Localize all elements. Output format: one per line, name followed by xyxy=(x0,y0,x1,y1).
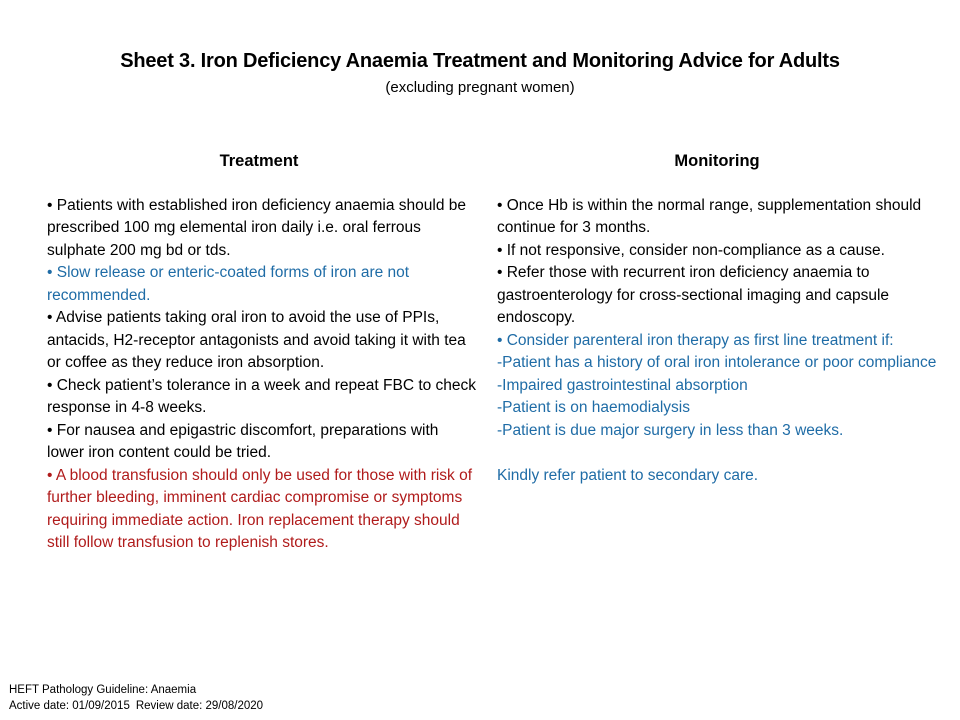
monitoring-heading: Monitoring xyxy=(674,152,760,170)
monitoring-criterion-absorption: -Impaired gastrointestinal absorption xyxy=(497,376,748,394)
treatment-heading: Treatment xyxy=(219,152,299,170)
monitoring-item-refer: • Refer those with recurrent iron deficiency anaemia to gastroenterology for cross-sectional imaging and capsule endoscopy. xyxy=(497,264,890,326)
page-title: Sheet 3. Iron Deficiency Anaemia Treatment and Monitoring Advice for Adults xyxy=(120,50,840,72)
monitoring-item-non-compliance: • If not responsive, consider non-compliance as a cause. xyxy=(497,241,885,259)
monitoring-closing: Kindly refer patient to secondary care. xyxy=(497,466,759,484)
monitoring-criterion-intolerance: -Patient has a history of oral iron intolerance or poor compliance xyxy=(497,354,937,371)
treatment-item-transfusion: • A blood transfusion should only be used for those with risk of further bleeding, imminent cardiac compromise or symptoms requiring immediate action. Iron replacement therapy should still follow transfusion to replenish stores. xyxy=(47,466,473,551)
footer xyxy=(9,682,263,714)
treatment-item-nausea: • For nausea and epigastric discomfort, preparations with lower iron content could be tried. xyxy=(47,421,439,461)
treatment-item-dosage: • Patients with established iron deficiency anaemia should be prescribed 100 mg elemental iron daily i.e. oral ferrous sulphate 200 mg bd or tds. xyxy=(47,196,467,259)
footer-dates xyxy=(9,698,263,714)
treatment-item-avoid: • Advise patients taking oral iron to avoid the use of PPIs, antacids, H2-receptor antagonists and avoid taking it with tea or coffee as they reduce iron absorption. xyxy=(47,309,466,371)
monitoring-criterion-haemodialysis: -Patient is on haemodialysis xyxy=(497,399,690,416)
treatment-column xyxy=(47,150,477,555)
footer-guideline: HEFT Pathology Guideline: Anaemia xyxy=(9,684,197,696)
treatment-item-slow-release: • Slow release or enteric-coated forms of iron are not recommended. xyxy=(47,264,410,304)
page-subtitle: (excluding pregnant women) xyxy=(385,79,575,96)
spacer xyxy=(497,442,937,465)
footer-active-date: Active date: 01/09/2015 xyxy=(9,700,130,712)
monitoring-item-parenteral: • Consider parenteral iron therapy as first line treatment if: xyxy=(497,331,894,349)
treatment-item-tolerance: • Check patient’s tolerance in a week and repeat FBC to check response in 4-8 weeks. xyxy=(47,376,477,416)
monitoring-item-supplementation: • Once Hb is within the normal range, supplementation should continue for 3 months. xyxy=(497,196,922,236)
monitoring-criterion-surgery: -Patient is due major surgery in less than 3 weeks. xyxy=(497,421,844,439)
monitoring-column xyxy=(497,150,937,487)
footer-review-date: Review date: 29/08/2020 xyxy=(135,700,264,712)
